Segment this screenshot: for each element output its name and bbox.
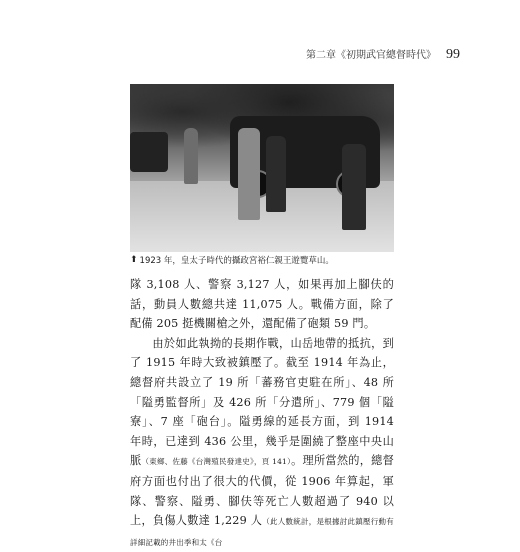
citation-note: （此人數統計，是根據討此鎮壓行動有詳細記載的井出季和太《台 [130, 517, 394, 547]
photo-car-left [130, 132, 168, 172]
paragraph-2-text-a: 由於如此執拗的長期作戰，山岳地帶的抵抗，到了 1915 年時大致被鎮壓了。截至 1914 年為止，總督府共設立了 19 所「蕃務官吏駐在所」、48 所「隘勇監督所」及 426 所「分遣所」、779 個「隘寮」、7 座「砲台」。隘勇線的延長方面，到 1914 年時，已達到 436 公里，幾乎是圍繞了整座中央山脈 [130, 336, 394, 468]
caption-text: 1923 年，皇太子時代的攝政宮裕仁親王遊覽草山。 [139, 256, 334, 266]
page-header [306, 46, 460, 63]
photo-figure-guard [342, 144, 366, 230]
photo-figure-prince [238, 128, 260, 220]
body-text [130, 275, 394, 552]
paragraph-1: 隊 3,108 人、警察 3,127 人，如果再加上腳伕的話，動員人數總共達 11,075 人。戰備方面，除了配備 205 挺機關槍之外，還配備了砲類 59 門。 [130, 278, 394, 331]
page-number: 99 [446, 47, 460, 62]
paragraph-2 [130, 334, 394, 552]
up-arrow-icon: ⬆ [130, 255, 138, 265]
photo-figure-background [184, 128, 198, 184]
photo-caption [130, 254, 334, 266]
chapter-title: 第二章《初期武官總督時代》 [306, 50, 436, 61]
photo-figure-officer [266, 136, 286, 212]
paragraph-2-text-b: 。理所當然的，總督府方面也付出了很大的代價，從 1906 年算起，軍隊、警察、隘勇、腳伕等死亡人數超過了 940 以上，負傷人數達 1,229 人 [130, 454, 394, 528]
historical-photo [130, 84, 394, 252]
citation-note: （東鄉、佐藤《台灣殖民發達史》，頁 141） [141, 457, 292, 467]
